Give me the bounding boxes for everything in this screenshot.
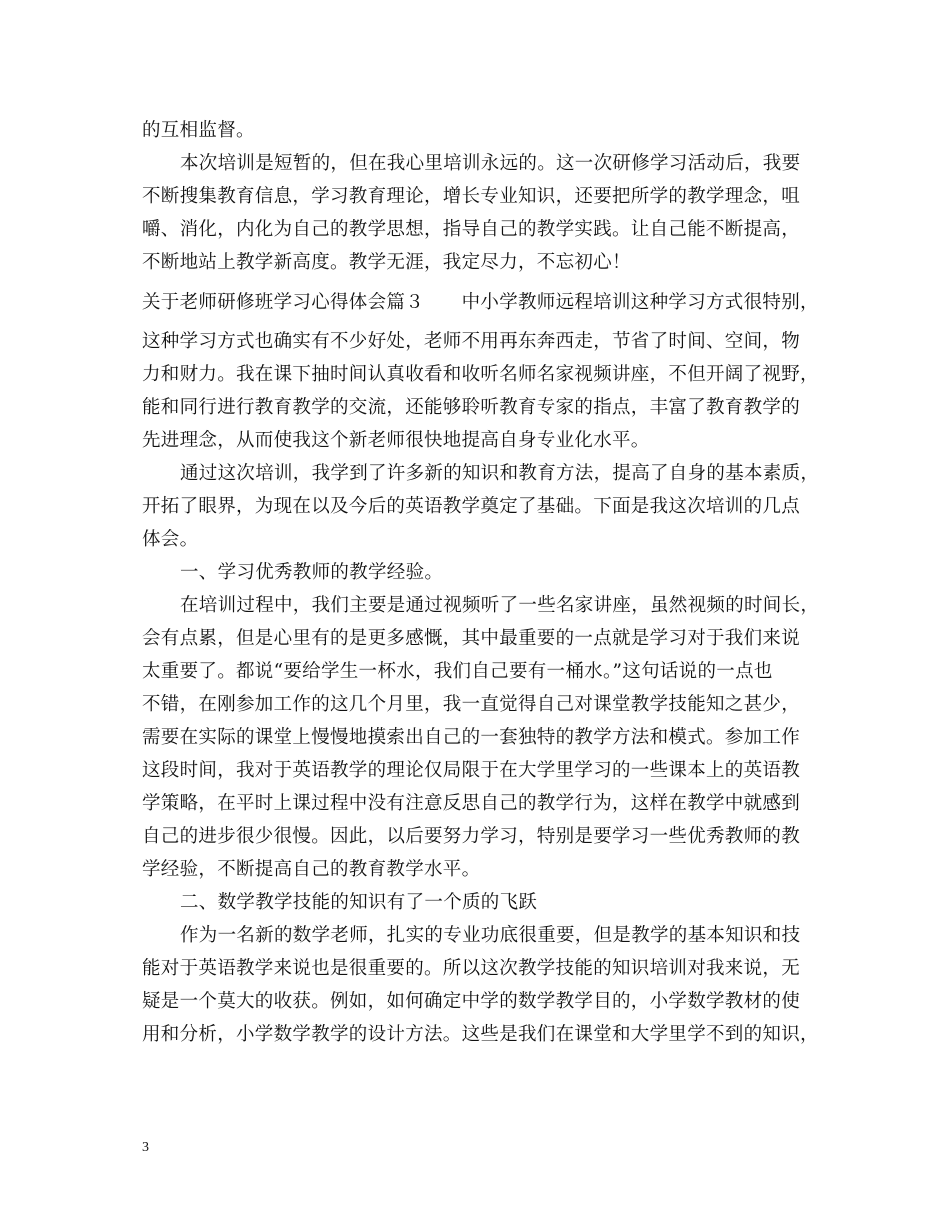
text-line: 嚼、消化，内化为自己的教学思想，指导自己的教学实践。让自己能不断提高，	[142, 219, 801, 240]
text-line: 会有点累，但是心里有的是更多感慨，其中最重要的一点就是学习对于我们来说	[142, 628, 801, 649]
text-line: 的互相监督。	[142, 120, 255, 141]
text-line: 需要在实际的课堂上慢慢地摸索出自己的一套独特的教学方法和模式。参加工作	[142, 727, 801, 748]
page-number: 3	[142, 1140, 149, 1155]
text-line: 这种学习方式也确实有不少好处，老师不用再东奔西走，节省了时间、空间，物	[142, 331, 801, 352]
text-line: 用和分析，小学数学教学的设计方法。这些是我们在课堂和大学里学不到的知识，	[142, 1024, 819, 1045]
text-line: 能和同行进行教育教学的交流，还能够聆听教育专家的指点，丰富了教育教学的	[142, 397, 801, 418]
section-heading: 一、学习优秀教师的教学经验。	[180, 562, 444, 583]
paragraph-start: 本次培训是短暂的，但在我心里培训永远的。这一次研修学习活动后，我要	[180, 153, 801, 174]
paragraph-start: 通过这次培训，我学到了许多新的知识和教育方法，提高了自身的基本素质，	[180, 463, 820, 484]
text-line: 体会。	[142, 529, 199, 550]
text-line: 能对于英语教学来说也是很重要的。所以这次教学技能的知识培训对我来说，无	[142, 958, 801, 979]
text-line: 不错，在刚参加工作的这几个月里，我一直觉得自己对课堂教学技能知之甚少，	[142, 694, 801, 715]
text-line: 学经验，不断提高自己的教育教学水平。	[142, 859, 481, 880]
text-line: 太重要了。都说“要给学生一杯水，我们自己要有一桶水。”这句话说的一点也	[142, 661, 773, 682]
text-line: 先进理念，从而使我这个新老师很快地提高自身专业化水平。	[142, 430, 650, 451]
text-line: 自己的进步很少很慢。因此，以后要努力学习，特别是要学习一些优秀教师的教	[142, 826, 801, 847]
section-heading: 二、数学教学技能的知识有了一个质的飞跃	[180, 892, 538, 913]
article-heading-line: 关于老师研修班学习心得体会篇３ 中小学教师远程培训这种学习方式很特别，	[142, 292, 819, 313]
text-line: 疑是一个莫大的收获。例如，如何确定中学的数学教学目的，小学数学教材的使	[142, 991, 801, 1012]
text-line: 开拓了眼界，为现在以及今后的英语教学奠定了基础。下面是我这次培训的几点	[142, 496, 801, 517]
paragraph-start: 作为一名新的数学老师，扎实的专业功底很重要，但是教学的基本知识和技	[180, 925, 801, 946]
paragraph-start: 在培训过程中，我们主要是通过视频听了一些名家讲座，虽然视频的时间长，	[180, 595, 820, 616]
text-line: 学策略，在平时上课过程中没有注意反思自己的教学行为，这样在教学中就感到	[142, 793, 801, 814]
text-line: 不断地站上教学新高度。教学无涯，我定尽力，不忘初心！	[142, 252, 631, 273]
text-line: 这段时间，我对于英语教学的理论仅局限于在大学里学习的一些课本上的英语教	[142, 760, 801, 781]
text-line: 不断搜集教育信息，学习教育理论，增长专业知识，还要把所学的教学理念，咀	[142, 186, 801, 207]
text-line: 力和财力。我在课下抽时间认真收看和收听名师名家视频讲座，不但开阔了视野，	[142, 364, 819, 385]
